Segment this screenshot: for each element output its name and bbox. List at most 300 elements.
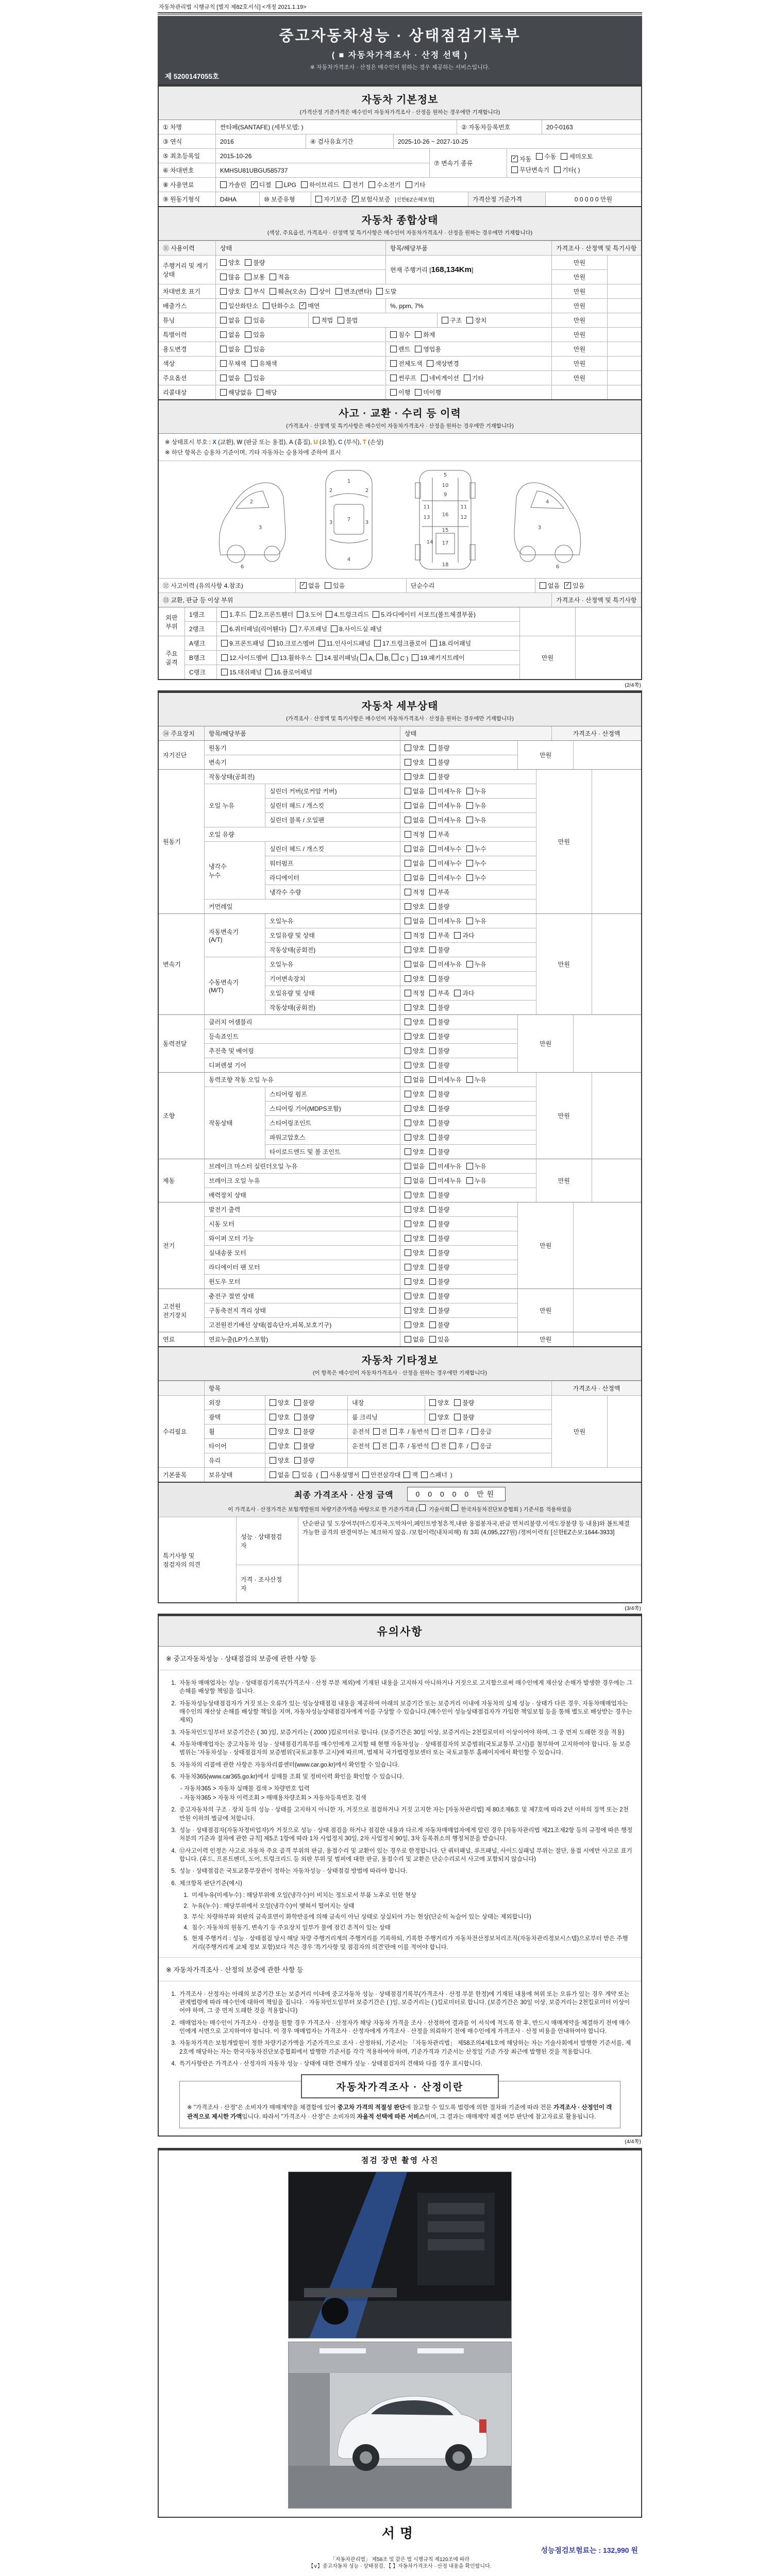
checkbox[interactable] (263, 302, 270, 309)
cell-item-label: 스티어링 기어(MDPS포함) (265, 1101, 400, 1115)
checkbox-option (432, 1427, 446, 1436)
checkbox[interactable] (405, 845, 411, 852)
checkbox-label: 양호 (413, 1293, 425, 1300)
section-notices (158, 1614, 642, 2137)
checkbox[interactable] (405, 946, 411, 953)
cell-simple-repair-options (535, 579, 641, 592)
checkbox[interactable] (373, 611, 379, 618)
checkbox[interactable] (427, 360, 433, 367)
checkbox[interactable] (220, 331, 227, 338)
checkbox[interactable] (429, 889, 436, 895)
insurance-fee-label: 성능점검보험료는 : (541, 2546, 601, 2554)
checkbox[interactable] (405, 1206, 411, 1213)
checkbox-label: 후 (398, 1428, 405, 1435)
table-row (552, 269, 607, 284)
checkbox[interactable] (429, 759, 436, 766)
checkbox[interactable] (294, 1443, 301, 1449)
checkbox-label: 양호 (413, 1120, 425, 1127)
checkbox[interactable] (405, 990, 411, 996)
checkbox[interactable] (390, 1428, 397, 1435)
checkbox[interactable] (405, 773, 411, 780)
checkbox-label: 양호 (413, 1134, 425, 1141)
table-row (184, 621, 519, 636)
checkbox[interactable] (554, 166, 561, 173)
checkbox[interactable] (405, 1033, 411, 1040)
checkbox[interactable] (270, 1471, 276, 1478)
checkbox[interactable] (429, 1120, 436, 1126)
checkbox[interactable] (221, 669, 228, 675)
checkbox[interactable] (311, 288, 317, 295)
checkbox[interactable] (338, 317, 344, 324)
checkbox[interactable] (390, 389, 397, 396)
checkbox[interactable] (429, 1206, 436, 1213)
svg-text:3: 3 (329, 520, 333, 526)
checkbox[interactable] (405, 1076, 411, 1083)
checkbox[interactable] (429, 817, 436, 823)
checkbox[interactable] (466, 918, 473, 924)
checkbox-option (536, 152, 556, 161)
checkbox[interactable] (405, 1336, 411, 1343)
checkbox[interactable] (415, 346, 422, 352)
checkbox[interactable] (276, 181, 282, 188)
checkbox[interactable] (221, 625, 228, 632)
checkbox[interactable] (221, 611, 228, 618)
checkbox[interactable] (449, 1443, 456, 1449)
checkbox[interactable] (466, 1177, 473, 1184)
table-row (204, 1087, 536, 1159)
checkbox[interactable] (429, 903, 436, 910)
checkbox-label: 미세누유 (438, 1076, 462, 1083)
checkbox[interactable] (429, 1062, 436, 1069)
table-row (159, 1072, 641, 1159)
checkbox[interactable] (405, 860, 411, 867)
checkbox[interactable] (429, 802, 436, 809)
checkbox[interactable] (294, 1428, 301, 1435)
checkbox[interactable] (536, 153, 543, 160)
checkbox[interactable] (270, 1428, 276, 1435)
cell-price-unit: 만원 (573, 259, 586, 266)
checkbox[interactable] (429, 1336, 436, 1343)
table-row (159, 1014, 641, 1072)
checkbox[interactable] (405, 744, 411, 751)
checkbox[interactable] (376, 288, 383, 295)
checkbox[interactable] (220, 346, 227, 352)
checkbox-label: 화재 (423, 331, 435, 338)
checkbox[interactable] (429, 1105, 436, 1112)
checkbox[interactable] (454, 932, 461, 939)
checkbox[interactable] (250, 611, 257, 618)
checkbox-option (270, 1456, 290, 1465)
checkbox[interactable] (245, 274, 251, 280)
checkbox[interactable] (442, 317, 448, 324)
checkbox[interactable] (220, 274, 227, 280)
checkbox[interactable] (405, 1047, 411, 1054)
notice-item-text: 자동차인도일부터 보증기간은 ( 30 )일, 보증거리는 ( 2000 )킬로미터로 합니다. (보증기간은 30일 이상, 보증거리는 2천킬로미터 이상이어야 하며, 그 중 먼저 도래한 것을 적용) (179, 1729, 625, 1736)
checkbox[interactable]: ✓ (511, 156, 518, 162)
checkbox[interactable] (405, 788, 411, 794)
checkbox[interactable] (511, 166, 518, 173)
table-row (184, 607, 519, 621)
checkbox[interactable] (221, 654, 228, 661)
checkbox[interactable] (405, 1235, 411, 1242)
checkbox[interactable] (362, 1471, 369, 1478)
checkbox[interactable] (466, 1076, 473, 1083)
checkbox[interactable] (472, 1443, 478, 1449)
checkbox[interactable] (466, 860, 473, 867)
checkbox[interactable] (466, 788, 473, 794)
checkbox[interactable] (268, 640, 275, 647)
checkbox[interactable] (265, 669, 272, 675)
cell-price-extra (592, 770, 641, 913)
checkbox-option (390, 1442, 405, 1450)
table-row (265, 942, 536, 957)
checkbox[interactable] (316, 654, 323, 661)
checkbox[interactable] (405, 1264, 411, 1270)
checkbox[interactable] (318, 640, 325, 647)
checkbox[interactable] (374, 640, 381, 647)
checkbox[interactable] (412, 654, 418, 661)
checkbox[interactable] (390, 331, 397, 338)
checkbox-option (472, 1442, 492, 1450)
checkbox[interactable] (325, 582, 331, 589)
checkbox-label: 누수 (474, 874, 486, 882)
table-row (204, 827, 536, 841)
notice-item (165, 2060, 633, 2068)
checkbox[interactable] (290, 625, 297, 632)
checkbox[interactable] (405, 889, 411, 895)
checkbox[interactable] (294, 1457, 301, 1464)
checkbox-option (405, 1090, 425, 1098)
cell-price-extra (592, 914, 641, 1014)
checkbox-label: 자기보증 (324, 196, 348, 203)
checkbox[interactable] (454, 990, 461, 996)
checkbox[interactable] (466, 317, 473, 324)
checkbox[interactable] (429, 1293, 436, 1299)
checkbox[interactable] (335, 288, 342, 295)
checkbox[interactable] (429, 1163, 436, 1170)
checkbox[interactable] (472, 1428, 478, 1435)
checkbox[interactable] (405, 975, 411, 982)
checkbox[interactable] (257, 389, 263, 396)
checkbox[interactable] (466, 1163, 473, 1170)
checkbox[interactable] (429, 1221, 436, 1227)
checkbox[interactable] (405, 1019, 411, 1025)
checkbox[interactable] (540, 582, 546, 589)
checkbox-option (220, 258, 240, 267)
token-text: / (466, 1442, 468, 1450)
checkbox[interactable] (270, 1414, 276, 1420)
checkbox[interactable] (429, 1134, 436, 1141)
checkbox[interactable] (429, 773, 436, 780)
checkbox[interactable] (220, 317, 227, 324)
checkbox[interactable] (466, 817, 473, 823)
checkbox[interactable] (419, 1504, 426, 1511)
checkbox[interactable] (405, 932, 411, 939)
cell-item-label: 오일유량 및 상태 (265, 928, 400, 942)
checkbox[interactable] (429, 1307, 436, 1314)
cell-item-label: 윈도우 모터 (204, 1275, 400, 1289)
checkbox[interactable]: ✓ (299, 302, 306, 309)
checkbox[interactable] (270, 288, 276, 295)
checkbox[interactable] (466, 845, 473, 852)
checkbox[interactable] (390, 375, 397, 381)
checkbox[interactable] (344, 181, 350, 188)
checkbox-option (429, 873, 461, 882)
checkbox[interactable] (405, 1091, 411, 1097)
checkbox[interactable] (429, 744, 436, 751)
checkbox-label: 있음 (573, 582, 585, 589)
checkbox[interactable] (405, 831, 411, 838)
checkbox[interactable] (429, 1148, 436, 1155)
checkbox[interactable] (405, 802, 411, 809)
checkbox-label: 양호 (413, 1307, 425, 1314)
checkbox[interactable] (405, 918, 411, 924)
checkbox[interactable] (415, 331, 422, 338)
cell-rank-label: C랭크 (184, 665, 216, 679)
checkbox[interactable] (429, 1004, 436, 1011)
svg-text:9: 9 (443, 492, 447, 498)
checkbox[interactable] (270, 274, 276, 280)
checkbox-label: 누유 (474, 788, 486, 795)
checkbox[interactable] (405, 1307, 411, 1314)
checkbox[interactable] (390, 346, 397, 352)
checkbox-option (245, 330, 265, 339)
checkbox[interactable] (429, 1399, 436, 1406)
checkbox[interactable]: ✓ (300, 582, 307, 589)
checkbox[interactable] (326, 611, 332, 618)
checkbox-option (430, 639, 471, 648)
checkbox[interactable] (293, 1471, 299, 1478)
checkbox[interactable] (429, 1019, 436, 1025)
cell-usage-options (215, 284, 551, 298)
cell-price-unit: 만원 (551, 1396, 607, 1467)
checkbox[interactable] (405, 903, 411, 910)
checkbox[interactable] (405, 1278, 411, 1285)
checkbox[interactable] (331, 625, 338, 632)
checkbox[interactable] (390, 360, 397, 367)
checkbox[interactable] (429, 788, 436, 794)
checkbox[interactable] (405, 1004, 411, 1011)
checkbox[interactable] (429, 831, 436, 838)
cell-price-unit: 만원 (519, 636, 575, 679)
checkbox[interactable] (451, 1504, 458, 1511)
checkbox[interactable] (429, 1264, 436, 1270)
checkbox[interactable] (251, 360, 258, 367)
checkbox-option (220, 316, 240, 325)
checkbox[interactable] (429, 1249, 436, 1256)
token-text: / 동반석 (407, 1443, 429, 1450)
checkbox[interactable] (220, 375, 227, 381)
checkbox[interactable]: ✓ (251, 181, 258, 188)
table-row (159, 1395, 641, 1467)
checkbox[interactable] (392, 654, 398, 660)
checkbox[interactable] (429, 1414, 436, 1420)
checkbox-option (263, 301, 295, 310)
checkbox[interactable] (429, 961, 436, 968)
checkbox[interactable] (405, 759, 411, 766)
checkbox-label: 불량 (438, 1293, 450, 1300)
checkbox[interactable] (220, 181, 227, 188)
checkbox[interactable] (220, 259, 227, 266)
cell-price-unit: 만원 (536, 770, 592, 913)
cell-holding-state-label: 보유상태 (204, 1468, 265, 1482)
notice-sub-bullet: - 자동차365 > 자동차 실매물 검색 > 차량번호 입력 (180, 1786, 310, 1792)
checkbox[interactable] (415, 389, 422, 396)
checkbox[interactable] (220, 360, 227, 367)
checkbox[interactable] (405, 1062, 411, 1069)
cell-item-options (400, 741, 517, 755)
checkbox[interactable] (429, 918, 436, 924)
notice-item-number: 5. (171, 1761, 176, 1768)
checkbox[interactable] (270, 1443, 276, 1449)
checkbox[interactable] (454, 1399, 461, 1406)
checkbox[interactable] (405, 1134, 411, 1141)
checkbox[interactable] (405, 1321, 411, 1328)
checkbox[interactable] (429, 874, 436, 881)
price-definition-segment: 입니다. 따라서 "가격조사 · 산정"은 소비자의 (242, 2113, 357, 2120)
checkbox-label: 미세누유 (438, 1163, 462, 1170)
svg-text:12: 12 (460, 515, 467, 520)
checkbox[interactable] (429, 1321, 436, 1328)
checkbox[interactable] (245, 331, 251, 338)
table-row (159, 163, 429, 177)
checkbox[interactable] (405, 1293, 411, 1299)
cell-item-label: 충전구 절연 상태 (204, 1289, 400, 1303)
checkbox[interactable] (405, 817, 411, 823)
table-row (204, 1058, 517, 1072)
checkbox[interactable] (429, 1033, 436, 1040)
checkbox[interactable] (429, 990, 436, 996)
checkbox[interactable] (294, 1414, 301, 1420)
checkbox[interactable] (405, 1221, 411, 1227)
checkbox[interactable] (220, 288, 227, 295)
checkbox[interactable] (301, 181, 308, 188)
checkbox[interactable] (373, 1443, 380, 1449)
checkbox[interactable] (464, 375, 470, 381)
checkbox[interactable] (432, 1428, 439, 1435)
checkbox[interactable] (405, 961, 411, 968)
checkbox-option (405, 758, 425, 767)
checkbox[interactable] (220, 389, 227, 396)
checkbox[interactable] (429, 1047, 436, 1054)
checkbox[interactable] (466, 874, 473, 881)
checkbox[interactable] (429, 946, 436, 953)
checkbox[interactable] (429, 1177, 436, 1184)
checkbox[interactable] (315, 196, 322, 202)
checkbox-label: 적정 (413, 990, 425, 997)
table-row (159, 241, 641, 255)
checkbox[interactable] (245, 259, 251, 266)
checkbox[interactable] (245, 346, 251, 352)
checkbox[interactable] (405, 1192, 411, 1198)
checkbox-option (466, 787, 486, 795)
checkbox[interactable] (429, 1076, 436, 1083)
checkbox[interactable] (429, 1235, 436, 1242)
checkbox[interactable] (272, 654, 278, 661)
svg-text:3: 3 (365, 520, 369, 526)
checkbox[interactable] (376, 654, 383, 660)
checkbox-label: LPG (283, 181, 296, 189)
cell-device-label: 전기 (163, 1242, 175, 1249)
checkbox[interactable] (390, 1443, 397, 1449)
checkbox[interactable] (406, 181, 412, 188)
checkbox[interactable] (321, 1471, 328, 1478)
checkbox[interactable] (373, 1428, 380, 1435)
checkbox[interactable] (429, 1091, 436, 1097)
checkbox[interactable] (270, 1399, 276, 1406)
checkbox[interactable] (429, 932, 436, 939)
checkbox[interactable] (297, 611, 304, 618)
final-price-row (164, 1487, 636, 1501)
checkbox[interactable] (421, 375, 428, 381)
checkbox[interactable] (405, 1105, 411, 1112)
checkbox[interactable] (405, 1163, 411, 1170)
checkbox-label: 세미오토 (569, 152, 593, 160)
checkbox[interactable] (405, 1249, 411, 1256)
notice-item-number: 1. (183, 1892, 189, 1899)
checkbox[interactable] (466, 802, 473, 809)
checkbox[interactable] (245, 317, 251, 324)
checkbox-option (429, 1277, 449, 1286)
checkbox-option (221, 668, 262, 676)
checkbox[interactable] (421, 1471, 428, 1478)
checkbox-option (466, 816, 486, 824)
checkbox[interactable] (454, 1414, 461, 1420)
car-diagram-bottom (409, 467, 481, 573)
cell-opinion-text (298, 1565, 641, 1602)
checkbox[interactable] (430, 640, 437, 647)
checkbox[interactable] (466, 961, 473, 968)
checkbox-option (251, 180, 271, 189)
notice-item-text: 현재 주행거리 : 성능 · 상태점검 당시 해당 차량 주행거리계의 주행거리를 기록하되, 기록한 주행거리가 자동차전산정보처리조직(자동차관리정보시스템)으로부터 받은 주행거리(주행거리계 교체 정보 포함)보다 적은 경우 '특기사항 및 점검자의 의견'란에 이를 적어야 합니다. (192, 1936, 628, 1951)
checkbox[interactable] (313, 317, 320, 324)
device-rows (204, 914, 536, 1014)
checkbox[interactable] (429, 975, 436, 982)
checkbox[interactable] (405, 1177, 411, 1184)
checkbox[interactable] (245, 375, 251, 381)
checkbox[interactable] (449, 1428, 456, 1435)
cell-item-options (400, 1101, 536, 1115)
cell-item-options (400, 928, 536, 942)
checkbox[interactable] (360, 654, 367, 660)
checkbox-label: 7.루프패널 (298, 625, 328, 633)
checkbox[interactable] (429, 1192, 436, 1198)
checkbox[interactable] (221, 640, 228, 647)
checkbox[interactable] (432, 1443, 439, 1449)
checkbox[interactable] (404, 1471, 410, 1478)
cell-rank-label: 1랭크 (184, 607, 216, 621)
checkbox-option (466, 960, 486, 969)
checkbox[interactable] (368, 181, 375, 188)
checkbox-label: 썬루프 (398, 375, 416, 382)
checkbox-label: 응급 (479, 1443, 492, 1450)
checkbox[interactable] (270, 1457, 276, 1464)
checkbox[interactable] (429, 845, 436, 852)
checkbox[interactable] (429, 1278, 436, 1285)
checkbox[interactable]: ✓ (352, 196, 359, 202)
checkbox[interactable] (429, 860, 436, 867)
checkbox[interactable] (405, 1148, 411, 1155)
checkbox[interactable]: ✓ (564, 582, 571, 589)
checkbox[interactable] (405, 874, 411, 881)
checkbox[interactable] (561, 153, 567, 160)
checkbox-label: 불량 (253, 259, 265, 266)
checkbox[interactable] (405, 1120, 411, 1126)
checkbox[interactable] (245, 288, 251, 295)
table-row (159, 385, 641, 399)
checkbox[interactable] (220, 302, 227, 309)
checkbox[interactable] (294, 1399, 301, 1406)
